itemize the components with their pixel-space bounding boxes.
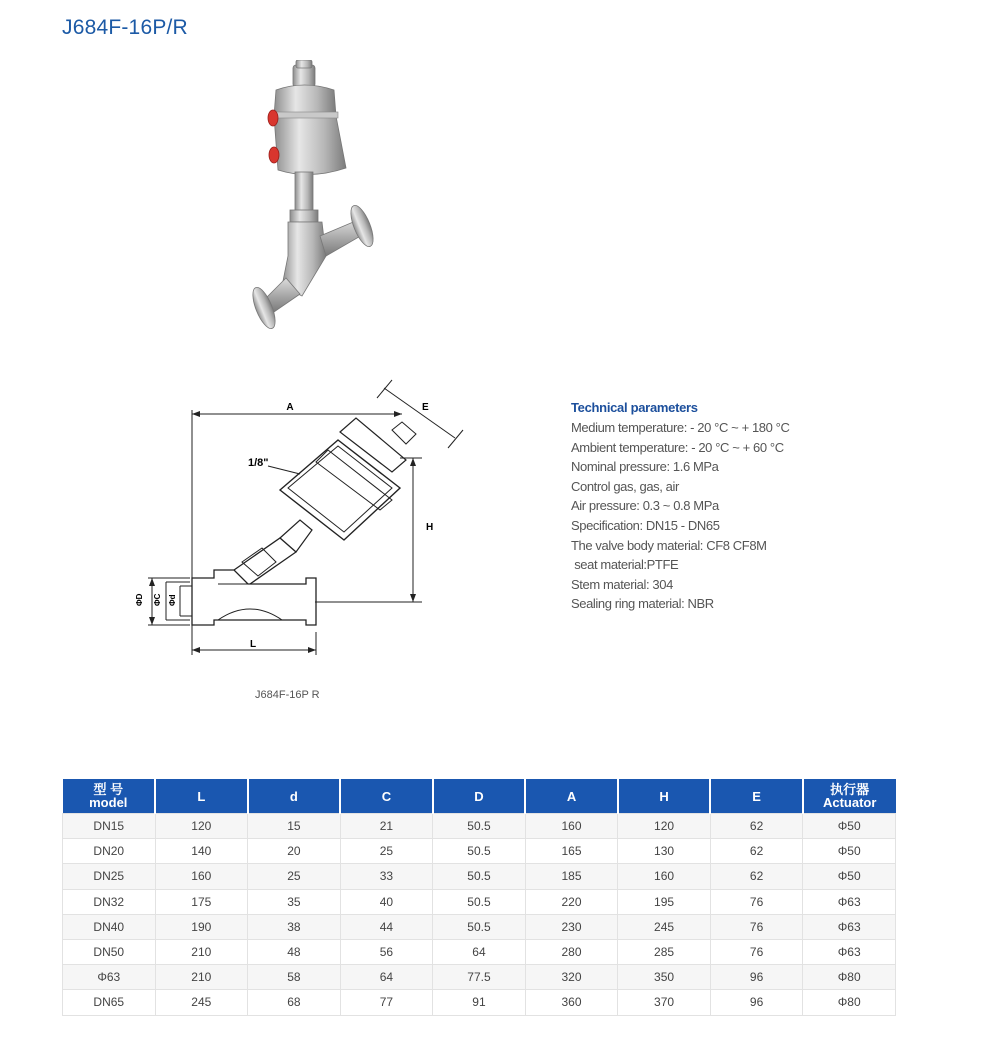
table-cell: Φ50 — [803, 814, 896, 839]
param-line: Medium temperature: - 20 °C ~ + 180 °C — [571, 420, 790, 435]
table-cell: 360 — [525, 990, 618, 1015]
header-d: d — [248, 779, 341, 814]
table-cell: 21 — [340, 814, 433, 839]
table-row — [63, 839, 896, 864]
header-d-outer: D — [433, 779, 526, 814]
table-cell: 190 — [155, 914, 248, 939]
table-row — [63, 965, 896, 990]
table-cell: DN65 — [63, 990, 156, 1015]
dim-label-phi-d-outer: ΦD — [135, 593, 144, 606]
header-l: L — [155, 779, 248, 814]
table-cell: 68 — [248, 990, 341, 1015]
table-cell: DN50 — [63, 939, 156, 964]
table-header-row — [63, 779, 896, 814]
table-cell: 38 — [248, 914, 341, 939]
spec-table — [62, 779, 896, 1016]
page-title: J684F-16P/R — [62, 16, 188, 39]
table-cell: 165 — [525, 839, 618, 864]
params-heading: Technical parameters — [571, 400, 698, 415]
table-cell: 62 — [710, 839, 803, 864]
table-cell: 280 — [525, 939, 618, 964]
table-cell: 76 — [710, 939, 803, 964]
table-row — [63, 889, 896, 914]
table-cell: DN32 — [63, 889, 156, 914]
table-cell: Φ63 — [803, 889, 896, 914]
table-cell: DN15 — [63, 814, 156, 839]
table-cell: DN40 — [63, 914, 156, 939]
table-row — [63, 864, 896, 889]
param-line: Stem material: 304 — [571, 576, 673, 592]
table-row — [63, 914, 896, 939]
table-cell: 25 — [340, 839, 433, 864]
table-cell: 185 — [525, 864, 618, 889]
table-cell: 175 — [155, 889, 248, 914]
dim-label-l: L — [250, 639, 257, 650]
table-row — [63, 814, 896, 839]
param-line: The valve body material: CF8 CF8M — [571, 537, 767, 553]
table-cell: 285 — [618, 939, 711, 964]
table-cell: 350 — [618, 965, 711, 990]
table-cell: 50.5 — [433, 864, 526, 889]
valve-photo — [240, 60, 400, 350]
table-cell: 320 — [525, 965, 618, 990]
param-line: Ambient temperature: - 20 °C ~ + 60 °C — [571, 439, 784, 455]
table-cell: 195 — [618, 889, 711, 914]
table-cell: Φ50 — [803, 839, 896, 864]
param-line: Nominal pressure: 1.6 MPa — [571, 459, 719, 475]
table-cell: 77 — [340, 990, 433, 1015]
table-cell: 160 — [525, 814, 618, 839]
drawing-caption: J684F-16P R — [255, 689, 320, 701]
dim-label-phi-c: ΦC — [153, 593, 162, 606]
table-cell: 15 — [248, 814, 341, 839]
table-cell: Φ50 — [803, 864, 896, 889]
table-cell: 62 — [710, 864, 803, 889]
header-e: E — [710, 779, 803, 814]
table-cell: Φ80 — [803, 965, 896, 990]
dim-label-a: A — [286, 402, 294, 413]
table-cell: 120 — [618, 814, 711, 839]
table-cell: 62 — [710, 814, 803, 839]
dim-label-h: H — [426, 522, 434, 533]
table-cell: 96 — [710, 965, 803, 990]
table-cell: 160 — [618, 864, 711, 889]
table-cell: 130 — [618, 839, 711, 864]
table-cell: 245 — [618, 914, 711, 939]
table-row — [63, 990, 896, 1015]
table-cell: 370 — [618, 990, 711, 1015]
table-cell: 210 — [155, 965, 248, 990]
table-cell: 220 — [525, 889, 618, 914]
table-cell: 64 — [340, 965, 433, 990]
dim-label-e: E — [422, 402, 429, 413]
header-h: H — [618, 779, 711, 814]
fitting-label: 1/8" — [248, 457, 269, 469]
table-cell: 40 — [340, 889, 433, 914]
header-a: A — [525, 779, 618, 814]
table-cell: 64 — [433, 939, 526, 964]
table-cell: 230 — [525, 914, 618, 939]
table-row — [63, 939, 896, 964]
table-cell: 44 — [340, 914, 433, 939]
param-line: Control gas, gas, air — [571, 478, 679, 494]
technical-parameters — [571, 400, 901, 614]
table-cell: 56 — [340, 939, 433, 964]
table-cell: DN25 — [63, 864, 156, 889]
table-cell: 76 — [710, 889, 803, 914]
param-line: Air pressure: 0.3 ~ 0.8 MPa — [571, 498, 719, 514]
table-cell: 210 — [155, 939, 248, 964]
table-cell: 245 — [155, 990, 248, 1015]
table-cell: 25 — [248, 864, 341, 889]
header-model: 型 号 model — [63, 779, 156, 814]
header-actuator: 执行器 Actuator — [803, 779, 896, 814]
table-cell: 20 — [248, 839, 341, 864]
table-cell: Φ63 — [803, 939, 896, 964]
param-line: Sealing ring material: NBR — [571, 596, 714, 612]
table-cell: 76 — [710, 914, 803, 939]
dimension-drawing — [130, 370, 470, 670]
table-cell: 58 — [248, 965, 341, 990]
table-cell: 91 — [433, 990, 526, 1015]
param-line: Specification: DN15 - DN65 — [571, 517, 720, 533]
table-cell: DN20 — [63, 839, 156, 864]
param-line: seat material:PTFE — [571, 557, 679, 573]
table-cell: Φ63 — [803, 914, 896, 939]
table-cell: 50.5 — [433, 889, 526, 914]
table-cell: 50.5 — [433, 814, 526, 839]
table-cell: Φ63 — [63, 965, 156, 990]
table-cell: 50.5 — [433, 914, 526, 939]
table-cell: 120 — [155, 814, 248, 839]
table-cell: 140 — [155, 839, 248, 864]
dim-label-phi-d: Φd — [168, 594, 177, 606]
table-cell: 35 — [248, 889, 341, 914]
table-cell: 77.5 — [433, 965, 526, 990]
table-cell: Φ80 — [803, 990, 896, 1015]
table-cell: 160 — [155, 864, 248, 889]
table-cell: 33 — [340, 864, 433, 889]
table-cell: 48 — [248, 939, 341, 964]
table-cell: 96 — [710, 990, 803, 1015]
header-c: C — [340, 779, 433, 814]
table-cell: 50.5 — [433, 839, 526, 864]
